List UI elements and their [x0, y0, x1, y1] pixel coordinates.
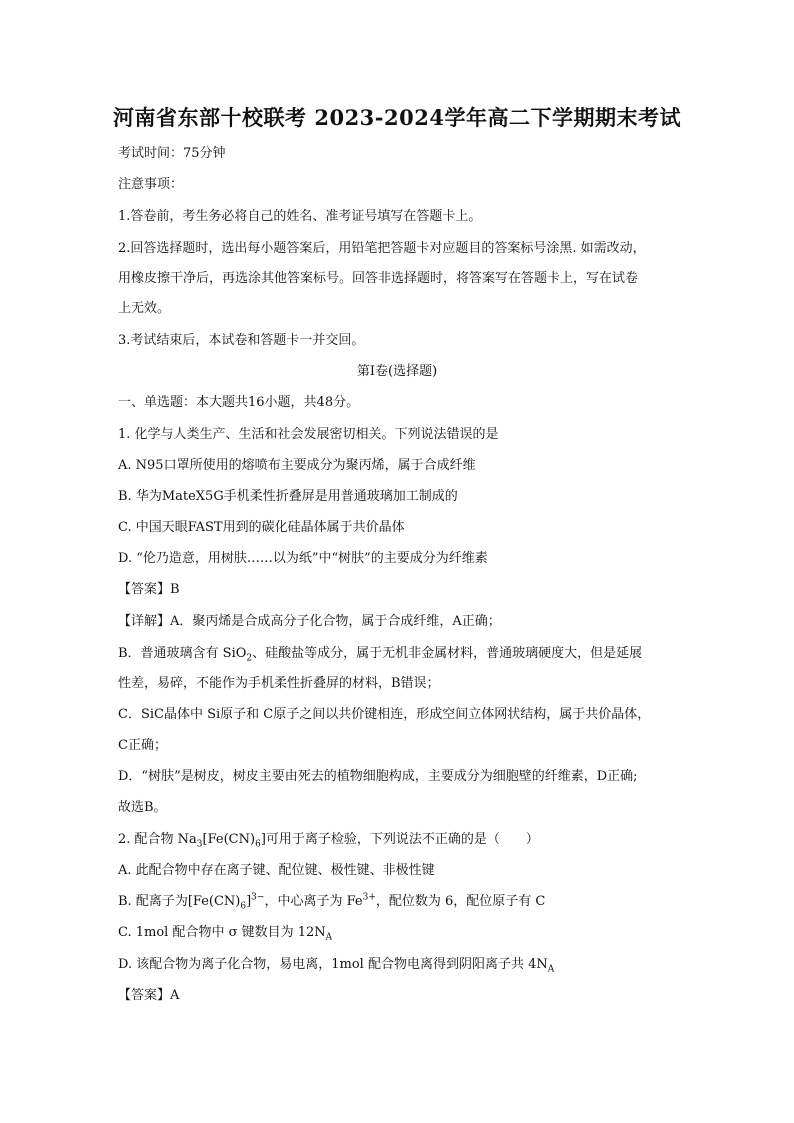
- question-1-option-d: D. “伦乃造意，用树肤……以为纸”中“树肤”的主要成分为纤维素: [118, 551, 488, 566]
- question-2-option-a: A. 此配合物中存在离子键、配位键、极性键、非极性键: [118, 863, 435, 878]
- explanation-a: 【详解】A．聚丙烯是合成高分子化合物，属于合成纤维，A正确；: [118, 614, 501, 629]
- exam-time: 考试时间：75分钟: [118, 146, 226, 161]
- explanation-d: D．“树肤”是树皮，树皮主要由死去的植物细胞构成，主要成分为细胞壁的纤维素，D正确;: [118, 769, 638, 784]
- notice-heading: 注意事项：: [118, 177, 184, 192]
- notice-line-4: 上无效。: [118, 301, 171, 316]
- question-2-option-d: D. 该配合物为离子化合物，易电离，1mol 配合物电离得到阴阳离子共 $4N_A$: [118, 957, 555, 975]
- notice-line-2: 2.回答选择题时，选出每小题答案后，用铅笔把答题卡对应题目的答案标号涂黑. 如需改动，: [118, 241, 646, 256]
- question-1-answer: 【答案】B: [118, 582, 180, 597]
- explanation-b-line-2: 性差，易碎，不能作为手机柔性折叠屏的材料，B错误；: [118, 676, 440, 691]
- question-2-stem: 2. 配合物 $Na_3[Fe(CN)_6]$可用于离子检验，下列说法不正确的是（ ）: [118, 832, 539, 850]
- question-1-option-c: C. 中国天眼FAST用到的碳化硅晶体属于共价晶体: [118, 520, 405, 535]
- notice-line-1: 1.答卷前，考生务必将自己的姓名、准考证号填写在答题卡上。: [118, 209, 482, 224]
- explanation-conclusion: 故选B。: [118, 800, 167, 815]
- question-2-option-c: C. 1mol 配合物中 σ 键数目为 $12N_A$: [118, 925, 333, 943]
- question-1-stem: 1. 化学与人类生产、生活和社会发展密切相关。下列说法错误的是: [118, 427, 499, 442]
- explanation-c-line-1: C．SiC晶体中 Si原子和 C原子之间以共价键相连，形成空间立体网状结构，属于共价晶体，: [118, 707, 651, 722]
- notice-line-5: 3.考试结束后，本试卷和答题卡一并交回。: [118, 333, 365, 348]
- question-1-option-a: A. N95口罩所使用的熔喷布主要成分为聚丙烯，属于合成纤维: [118, 458, 476, 473]
- question-2-option-b: B. 配离子为$[Fe(CN)_6]^{3-}$，中心离子为 $Fe^{3+}$，配位数为 6，配位原子有 C: [118, 892, 546, 912]
- explanation-c-line-2: C正确；: [118, 738, 167, 753]
- notice-line-3: 用橡皮擦干净后，再选涂其他答案标号。回答非选择题时，将答案写在答题卡上，写在试卷: [118, 271, 639, 286]
- part-heading: 一、单选题：本大题共16小题，共48分。: [118, 395, 360, 410]
- exam-title: 河南省东部十校联考 2023-2024学年高二下学期期末考试: [113, 105, 681, 130]
- question-2-answer: 【答案】A: [118, 988, 180, 1003]
- question-1-option-b: B. 华为MateX5G手机柔性折叠屏是用普通玻璃加工制成的: [118, 489, 458, 504]
- explanation-b-line-1: B．普通玻璃含有 SiO$_2$、硅酸盐等成分，属于无机非金属材料，普通玻璃硬度大，但是延展: [118, 646, 643, 664]
- section-title: 第Ⅰ卷(选择题): [356, 364, 438, 379]
